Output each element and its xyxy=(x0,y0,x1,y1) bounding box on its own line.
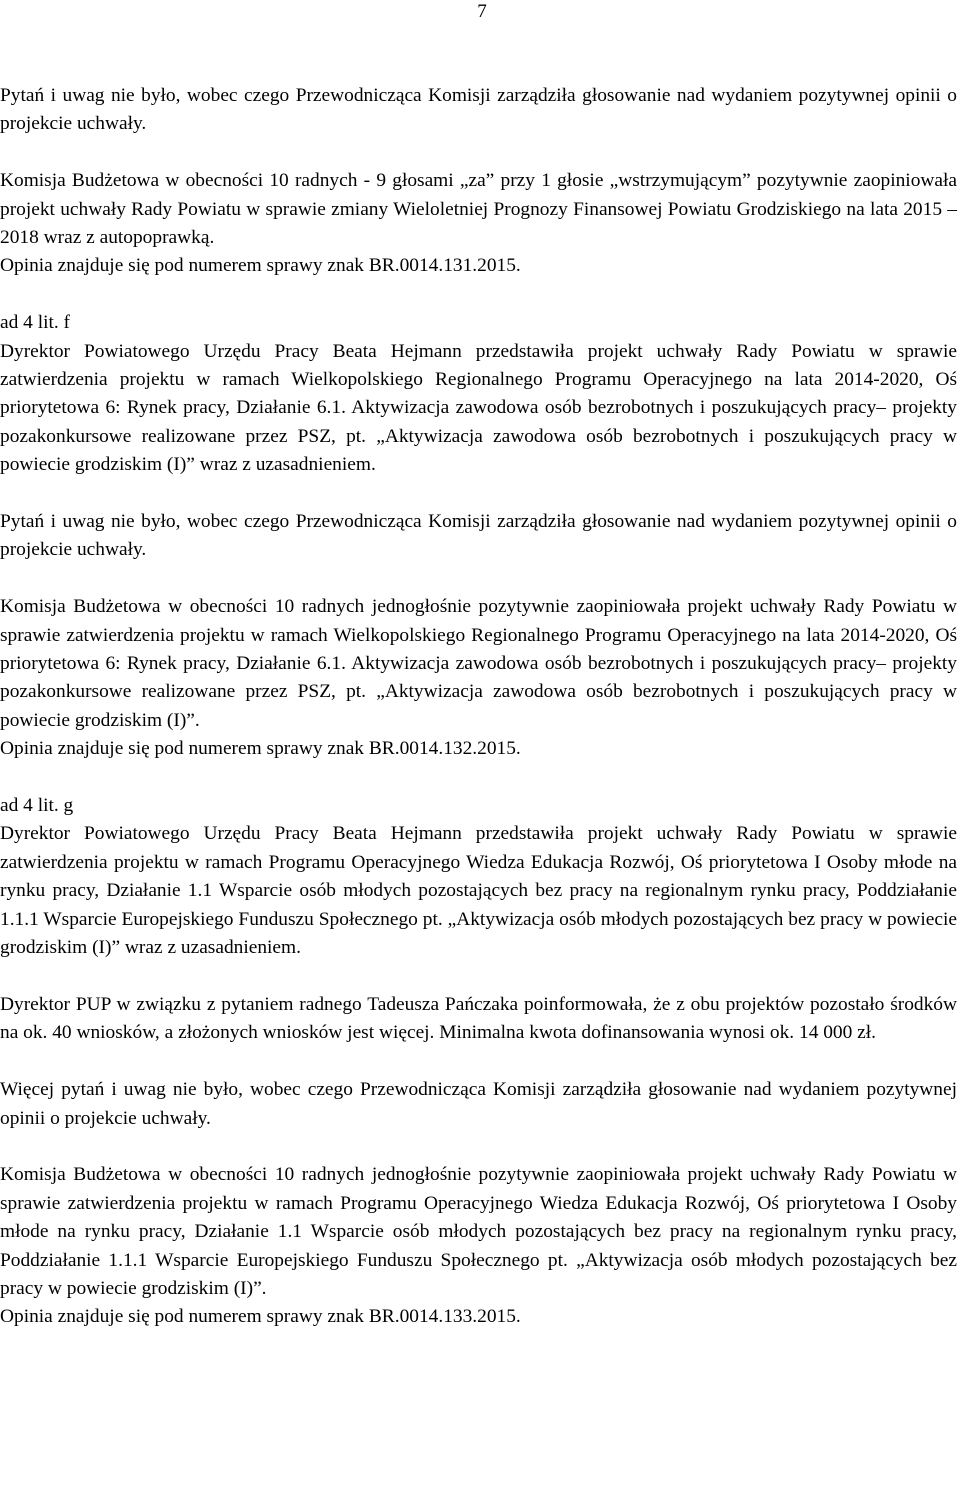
paragraph-gap xyxy=(0,480,957,508)
paragraph-presentation-4g: Dyrektor Powiatowego Urzędu Pracy Beata Hejmann przedstawiła projekt uchwały Rady Powiatu w sprawie zatwierdzenia projektu w ramach Programu Operacyjnego Wiedza Edukacja Rozwój, Oś priorytetowa I Osoby młode na rynku pracy, Działanie 1.1 Wsparcie osób młodych pozostających bez pracy na regionalnym rynku pracy, Poddziałanie 1.1.1 Wsparcie Europejskiego Funduszu Społecznego pt. „Aktywizacja osób młodych pozostających bez pracy w powiecie grodziskim (I)” wraz z uzasadnieniem. xyxy=(0,823,957,959)
paragraph-opinion-133: Opinia znajduje się pod numerem sprawy znak BR.0014.133.2015. xyxy=(0,1306,521,1328)
paragraph-opinion-132: Opinia znajduje się pod numerem sprawy znak BR.0014.132.2015. xyxy=(0,738,521,760)
section-heading-4g: ad 4 lit. g xyxy=(0,795,74,817)
paragraph-gap xyxy=(0,1133,957,1161)
paragraph-vote-4g: Komisja Budżetowa w obecności 10 radnych jednogłośnie pozytywnie zaopiniowała projekt uchwały Rady Powiatu w sprawie zatwierdzenia projektu w ramach Programu Operacyjnego Wiedza Edukacja Rozwój, Oś priorytetowa I Osoby młode na rynku pracy, Działanie 1.1 Wsparcie osób młodych pozostających bez pracy na regionalnym rynku pracy, Poddziałanie 1.1.1 Wsparcie Europejskiego Funduszu Społecznego pt. „Aktywizacja osób młodych pozostających bez pracy w powiecie grodziskim (I)”. xyxy=(0,1164,957,1299)
paragraph-questions-3: Więcej pytań i uwag nie było, wobec czego Przewodnicząca Komisji zarządziła głosowanie nad wydaniem pozytywnej opinii o projekcie uchwały. xyxy=(0,1079,957,1129)
paragraph-gap xyxy=(0,764,957,792)
paragraph-questions-2: Pytań i uwag nie było, wobec czego Przewodnicząca Komisji zarządziła głosowanie nad wydaniem pozytywnej opinii o projekcie uchwały. xyxy=(0,511,957,561)
paragraph-gap xyxy=(0,281,957,309)
document-body xyxy=(0,82,957,1332)
paragraph-vote-4f: Komisja Budżetowa w obecności 10 radnych jednogłośnie pozytywnie zaopiniowała projekt uchwały Rady Powiatu w sprawie zatwierdzenia projektu w ramach Wielkopolskiego Regionalnego Programu Operacyjnego na lata 2014-2020, Oś priorytetowa 6: Rynek pracy, Działanie 6.1. Aktywizacja zawodowa osób bezrobotnych i poszukujących pracy– projekty pozakonkursowe realizowane przez PSZ, pt. „Aktywizacja zawodowa osób bezrobotnych i poszukujących pracy w powiecie grodziskim (I)”. xyxy=(0,596,957,731)
paragraph-gap xyxy=(0,1048,957,1076)
paragraph-director-answer: Dyrektor PUP w związku z pytaniem radnego Tadeusza Pańczaka poinformowała, że z obu projektów pozostało środków na ok. 40 wniosków, a złożonych wniosków jest więcej. Minimalna kwota dofinansowania wynosi ok. 14 000 zł. xyxy=(0,993,957,1044)
paragraph-gap xyxy=(0,565,957,593)
page-number: 7 xyxy=(477,1,487,22)
section-heading-4f: ad 4 lit. f xyxy=(0,312,71,334)
paragraph-gap xyxy=(0,963,957,991)
paragraph-opinion-131: Opinia znajduje się pod numerem sprawy znak BR.0014.131.2015. xyxy=(0,255,521,277)
paragraph-presentation-4f: Dyrektor Powiatowego Urzędu Pracy Beata Hejmann przedstawiła projekt uchwały Rady Powiatu w sprawie zatwierdzenia projektu w ramach Wielkopolskiego Regionalnego Programu Operacyjnego na lata 2014-2020, Oś priorytetowa 6: Rynek pracy, Działanie 6.1. Aktywizacja zawodowa osób bezrobotnych i poszukujących pracy– projekty pozakonkursowe realizowane przez PSZ, pt. „Aktywizacja zawodowa osób bezrobotnych i poszukujących pracy w powiecie grodziskim (I)” wraz z uzasadnieniem. xyxy=(0,340,957,476)
paragraph-gap xyxy=(0,139,957,167)
paragraph-vote-wpf: Komisja Budżetowa w obecności 10 radnych - 9 głosami „za” przy 1 głosie „wstrzymującym” pozytywnie zaopiniowała projekt uchwały Rady Powiatu w sprawie zmiany Wieloletniej Prognozy Finansowej Powiatu Grodziskiego na lata 2015 – 2018 wraz z autopoprawką. xyxy=(0,170,957,249)
paragraph-questions-1: Pytań i uwag nie było, wobec czego Przewodnicząca Komisji zarządziła głosowanie nad wydaniem pozytywnej opinii o projekcie uchwały. xyxy=(0,85,957,135)
